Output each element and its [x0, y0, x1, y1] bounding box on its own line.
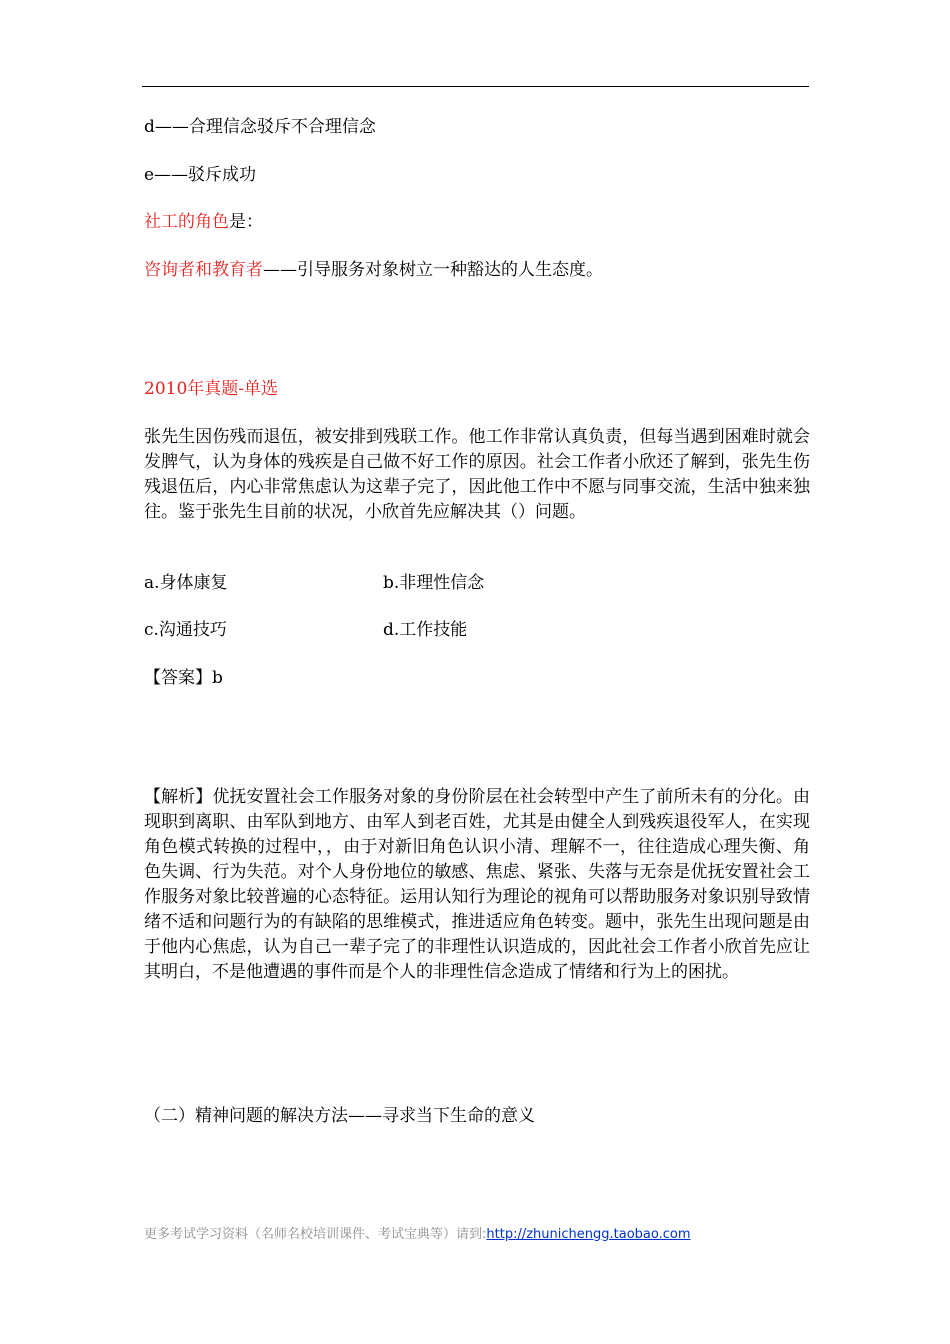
footer-link[interactable]: http://zhunichengg.taobao.com — [486, 1227, 691, 1242]
section-title: （二）精神问题的解决方法——寻求当下生命的意义 — [144, 1106, 535, 1126]
analysis: 【解析】优抚安置社会工作服务对象的身份阶层在社会转型中产生了前所未有的分化。由现职到离职、由军队到地方、由军人到老百姓，尤其是由健全人到残疾退役军人，在实现角色模式转换的过程中，，由于对新旧角色认识小清、理解不一，往往造成心理失衡、角色失调、行为失范。对个人身份地位的敏感、焦虑、紧张、失落与无奈是优抚安置社会工作服务对象比较普遍的心态特征。运用认知行为理论的视角可以帮助服务对象识别导致情绪不适和问题行为的有缺陷的思维模式，推进适应角色转变。题中，张先生出现问题是由于他内心焦虑，认为自己一辈子完了的非理性认识造成的，因此社会工作者小欣首先应让其明白，不是他遭遇的事件而是个人的非理性信念造成了情绪和行为上的困扰。 — [144, 787, 810, 982]
step-e: e——驳斥成功 — [144, 165, 257, 185]
counselor-desc: ——引导服务对象树立一种豁达的人生态度。 — [263, 260, 603, 280]
step-d: d——合理信念驳斥不合理信念 — [144, 117, 376, 137]
option-c: c.沟通技巧 — [144, 620, 227, 640]
footer-text: 更多考试学习资料（名师名校培训课件、考试宝典等）请到: — [144, 1227, 487, 1242]
role-suffix: 是： — [229, 212, 263, 232]
role-heading — [144, 210, 263, 234]
option-d: d.工作技能 — [383, 620, 468, 640]
header-rule — [142, 86, 809, 87]
role-label: 社工的角色 — [144, 212, 229, 232]
question-stem: 张先生因伤残而退伍，被安排到残联工作。他工作非常认真负责，但每当遇到困难时就会发脾气，认为身体的残疾是自己做不好工作的原因。社会工作者小欣还了解到，张先生伤残退伍后，内心非常焦虑认为这辈子完了，因此他工作中不愿与同事交流，生活中独来独往。鉴于张先生目前的状况，小欣首先应解决其（）问题。 — [144, 427, 810, 522]
answer: 【答案】b — [144, 668, 223, 688]
counselor-label: 咨询者和教育者 — [144, 260, 263, 280]
option-a: a.身体康复 — [144, 573, 228, 593]
question-heading: 2010年真题-单选 — [144, 379, 279, 399]
option-b: b.非理性信念 — [383, 573, 485, 593]
footer — [144, 1225, 691, 1245]
role-counselor — [144, 258, 603, 282]
